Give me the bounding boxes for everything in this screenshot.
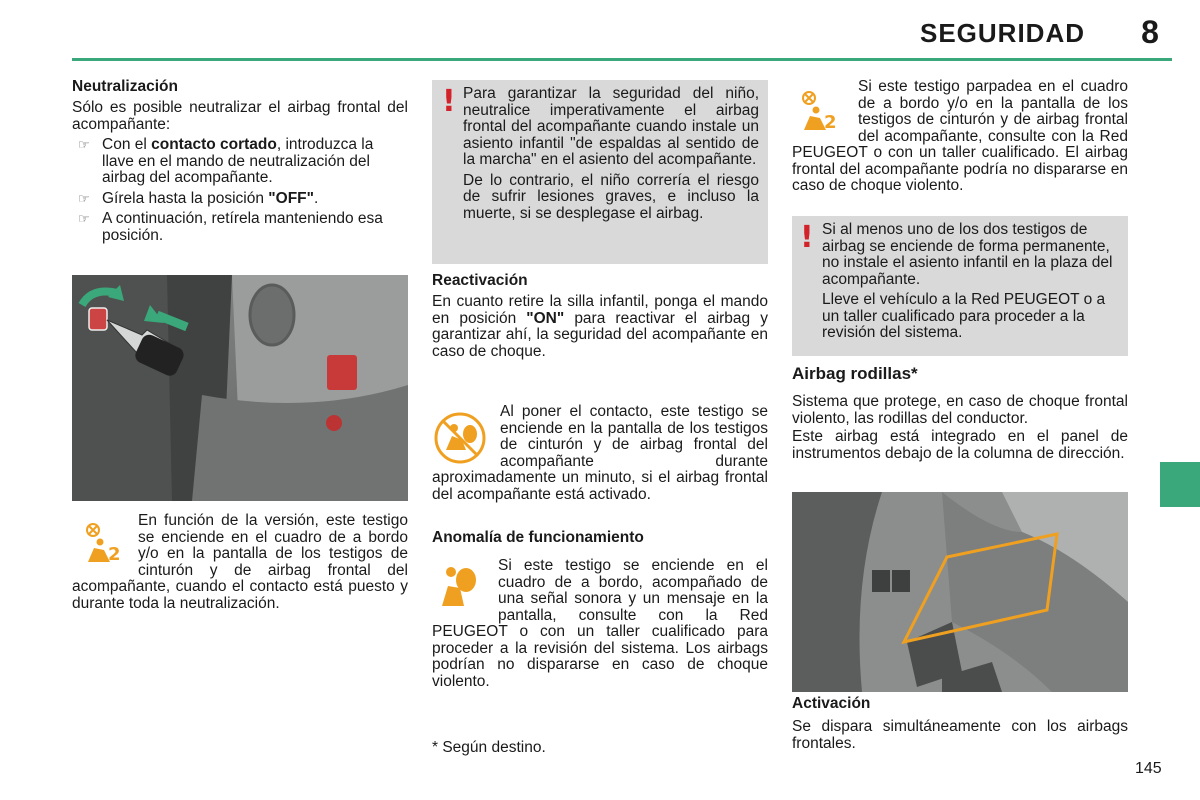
knee-airbag-paragraph: Sistema que protege, en caso de choque frontal violento, las rodillas del conductor.	[792, 393, 1128, 427]
header-divider	[72, 58, 1172, 61]
reactivation-section	[432, 272, 768, 360]
footnote: * Según destino.	[432, 739, 546, 756]
blink-paragraph: Si este testigo parpadea en el cuadro de a bordo y/o en la pantalla de los testigos de cinturón y de airbag frontal del acompañante, consulte con la Red PEUGEOT o con un taller cualificado. El airbag frontal del acompañante podría no dispararse en caso de choque violento.	[792, 78, 1128, 194]
reactivation-paragraph: En cuanto retire la silla infantil, ponga el mando en posición "ON" para reactivar el airbag y garantizar ahí, la seguridad del acompañante en caso de choque.	[432, 293, 768, 360]
warning-paragraph: Para garantizar la seguridad del niño, neutralice imperativamente el airbag frontal del acompañante cuando instale un asiento infantil "de espaldas al sentido de la marcha" en el asiento del acompañante.	[463, 85, 759, 168]
reactivation-heading: Reactivación	[432, 272, 528, 289]
exclamation-icon: !	[442, 84, 456, 119]
activation-heading: Activación	[792, 695, 871, 712]
anomaly-heading: Anomalía de funcionamiento	[432, 529, 644, 546]
neutralization-steps	[72, 137, 408, 244]
version-text-block	[72, 513, 408, 612]
activation-section	[792, 695, 1128, 752]
child-seat-warning-box	[432, 80, 768, 264]
svg-text:2: 2	[108, 544, 121, 564]
warning-paragraph: De lo contrario, el niño correría el riesgo de sufrir lesiones graves, e incluso la muerte, si se desplegase el airbag.	[463, 171, 759, 222]
neutralization-heading: Neutralización	[72, 78, 178, 95]
neutralization-intro: Sólo es posible neutralizar el airbag frontal del acompañante:	[72, 99, 408, 133]
contact-text-block	[432, 404, 768, 503]
contact-paragraph: Al poner el contacto, este testigo se enciende en la pantalla de los testigos de cinturón y de airbag frontal del acompañante durante aproximadamente un minuto, si el airbag frontal del acompañante está activado.	[432, 403, 768, 503]
version-paragraph: En función de la versión, este testigo se enciende en el cuadro de a bordo y/o en la pantalla de los testigos de cinturón y de airbag frontal del acompañante, cuando el contacto está puesto y durante toda la neutralización.	[72, 512, 408, 612]
activation-paragraph: Se dispara simultáneamente con los airbags frontales.	[792, 718, 1128, 752]
pointing-hand-icon: ☞	[78, 211, 90, 226]
list-item: ☞ Gírela hasta la posición "OFF".	[78, 189, 319, 207]
knee-airbag-heading: Airbag rodillas*	[792, 364, 918, 383]
indicator-warning-box	[792, 216, 1128, 356]
warning-paragraph: Si al menos uno de los dos testigos de airbag se enciende de forma permanente, no instale el asiento infantil en la plaza del acompañante.	[822, 221, 1113, 288]
chapter-number: 8	[1141, 14, 1159, 50]
anomaly-text-block	[432, 558, 768, 690]
list-item: ☞ Con el contacto cortado, introduzca la llave en el mando de neutralización del airbag del acompañante.	[78, 136, 374, 186]
blink-text-block	[792, 79, 1128, 195]
airbag-switch-photo	[72, 275, 408, 501]
page-number: 145	[1135, 760, 1162, 777]
neutralization-section	[72, 78, 408, 248]
pointing-hand-icon: ☞	[78, 137, 90, 152]
anomaly-section	[432, 529, 768, 547]
page-title: SEGURIDAD	[919, 18, 1085, 48]
knee-airbag-section	[792, 364, 1128, 462]
svg-text:2: 2	[824, 112, 837, 133]
knee-airbag-photo	[792, 492, 1128, 692]
chapter-tab	[1160, 462, 1200, 507]
pointing-hand-icon: ☞	[78, 190, 90, 206]
anomaly-paragraph: Si este testigo se enciende en el cuadro de a bordo, acompañado de una señal sonora y un mensaje en la pantalla, consulte con la Red PEUGEOT o con un taller cualificado para proceder a la revisión del sistema. Los airbags podrían no dispararse en caso de choque violento.	[432, 557, 768, 690]
warning-paragraph: Lleve el vehículo a la Red PEUGEOT o a un taller cualificado para proceder a la revisión del sistema.	[822, 291, 1106, 341]
knee-airbag-paragraph: Este airbag está integrado en el panel de instrumentos debajo de la columna de dirección.	[792, 428, 1128, 462]
exclamation-icon: !	[800, 220, 814, 255]
list-item: ☞ A continuación, retírela manteniendo esa posición.	[78, 210, 383, 244]
